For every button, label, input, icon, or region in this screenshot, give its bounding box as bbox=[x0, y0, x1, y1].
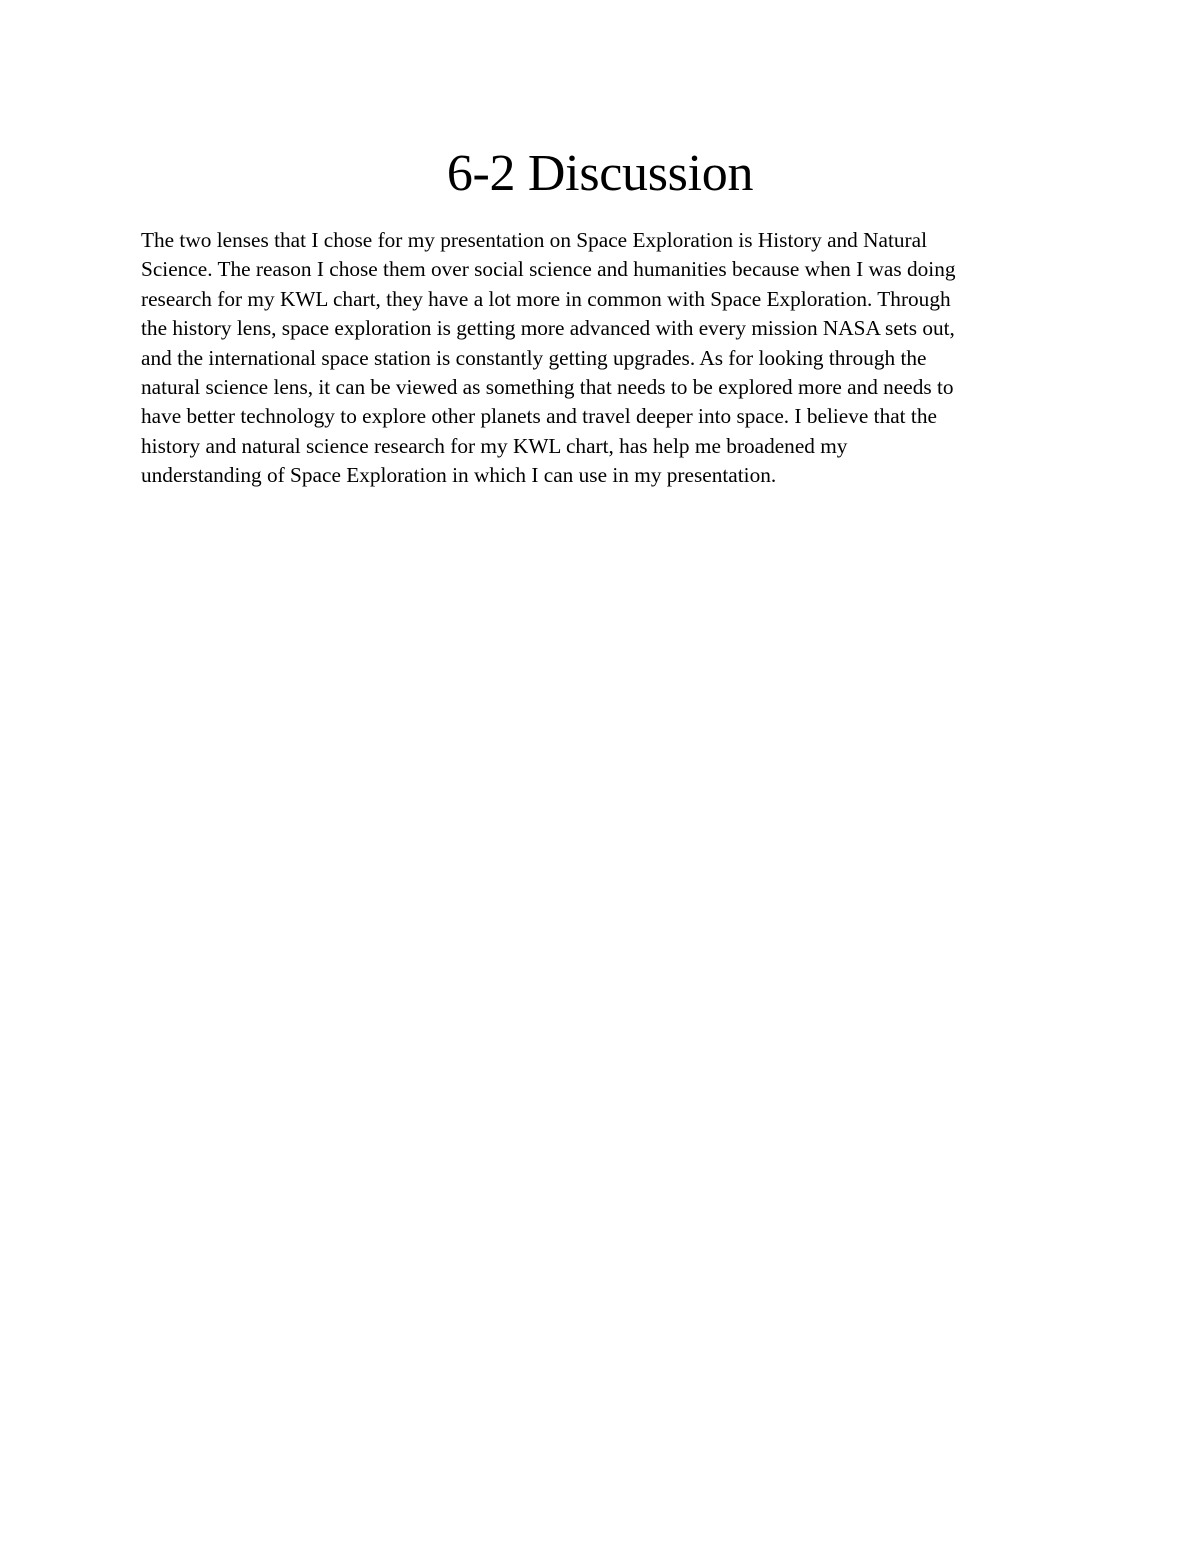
paragraph-line: have better technology to explore other planets and travel deeper into space. I believe that the bbox=[141, 404, 937, 429]
paragraph-line: The two lenses that I chose for my presentation on Space Exploration is History and Natural bbox=[141, 228, 928, 252]
paragraph-line: history and natural science research for my KWL chart, has help me broadened my bbox=[141, 433, 848, 458]
paragraph-line: understanding of Space Exploration in which I can use in my presentation. bbox=[141, 463, 777, 488]
paragraph-line: and the international space station is constantly getting upgrades. As for looking through the bbox=[141, 345, 927, 370]
paragraph-line: natural science lens, it can be viewed as something that needs to be explored more and needs to bbox=[141, 375, 954, 400]
paragraph-line: research for my KWL chart, they have a lot more in common with Space Exploration. Through bbox=[141, 286, 951, 311]
page-title: 6-2 Discussion bbox=[446, 145, 754, 202]
paragraph-line: Science. The reason I chose them over social science and humanities because when I was doing bbox=[141, 257, 956, 282]
discussion-paragraph bbox=[141, 226, 1061, 491]
paragraph-line: the history lens, space exploration is getting more advanced with every mission NASA sets out, bbox=[141, 316, 955, 341]
